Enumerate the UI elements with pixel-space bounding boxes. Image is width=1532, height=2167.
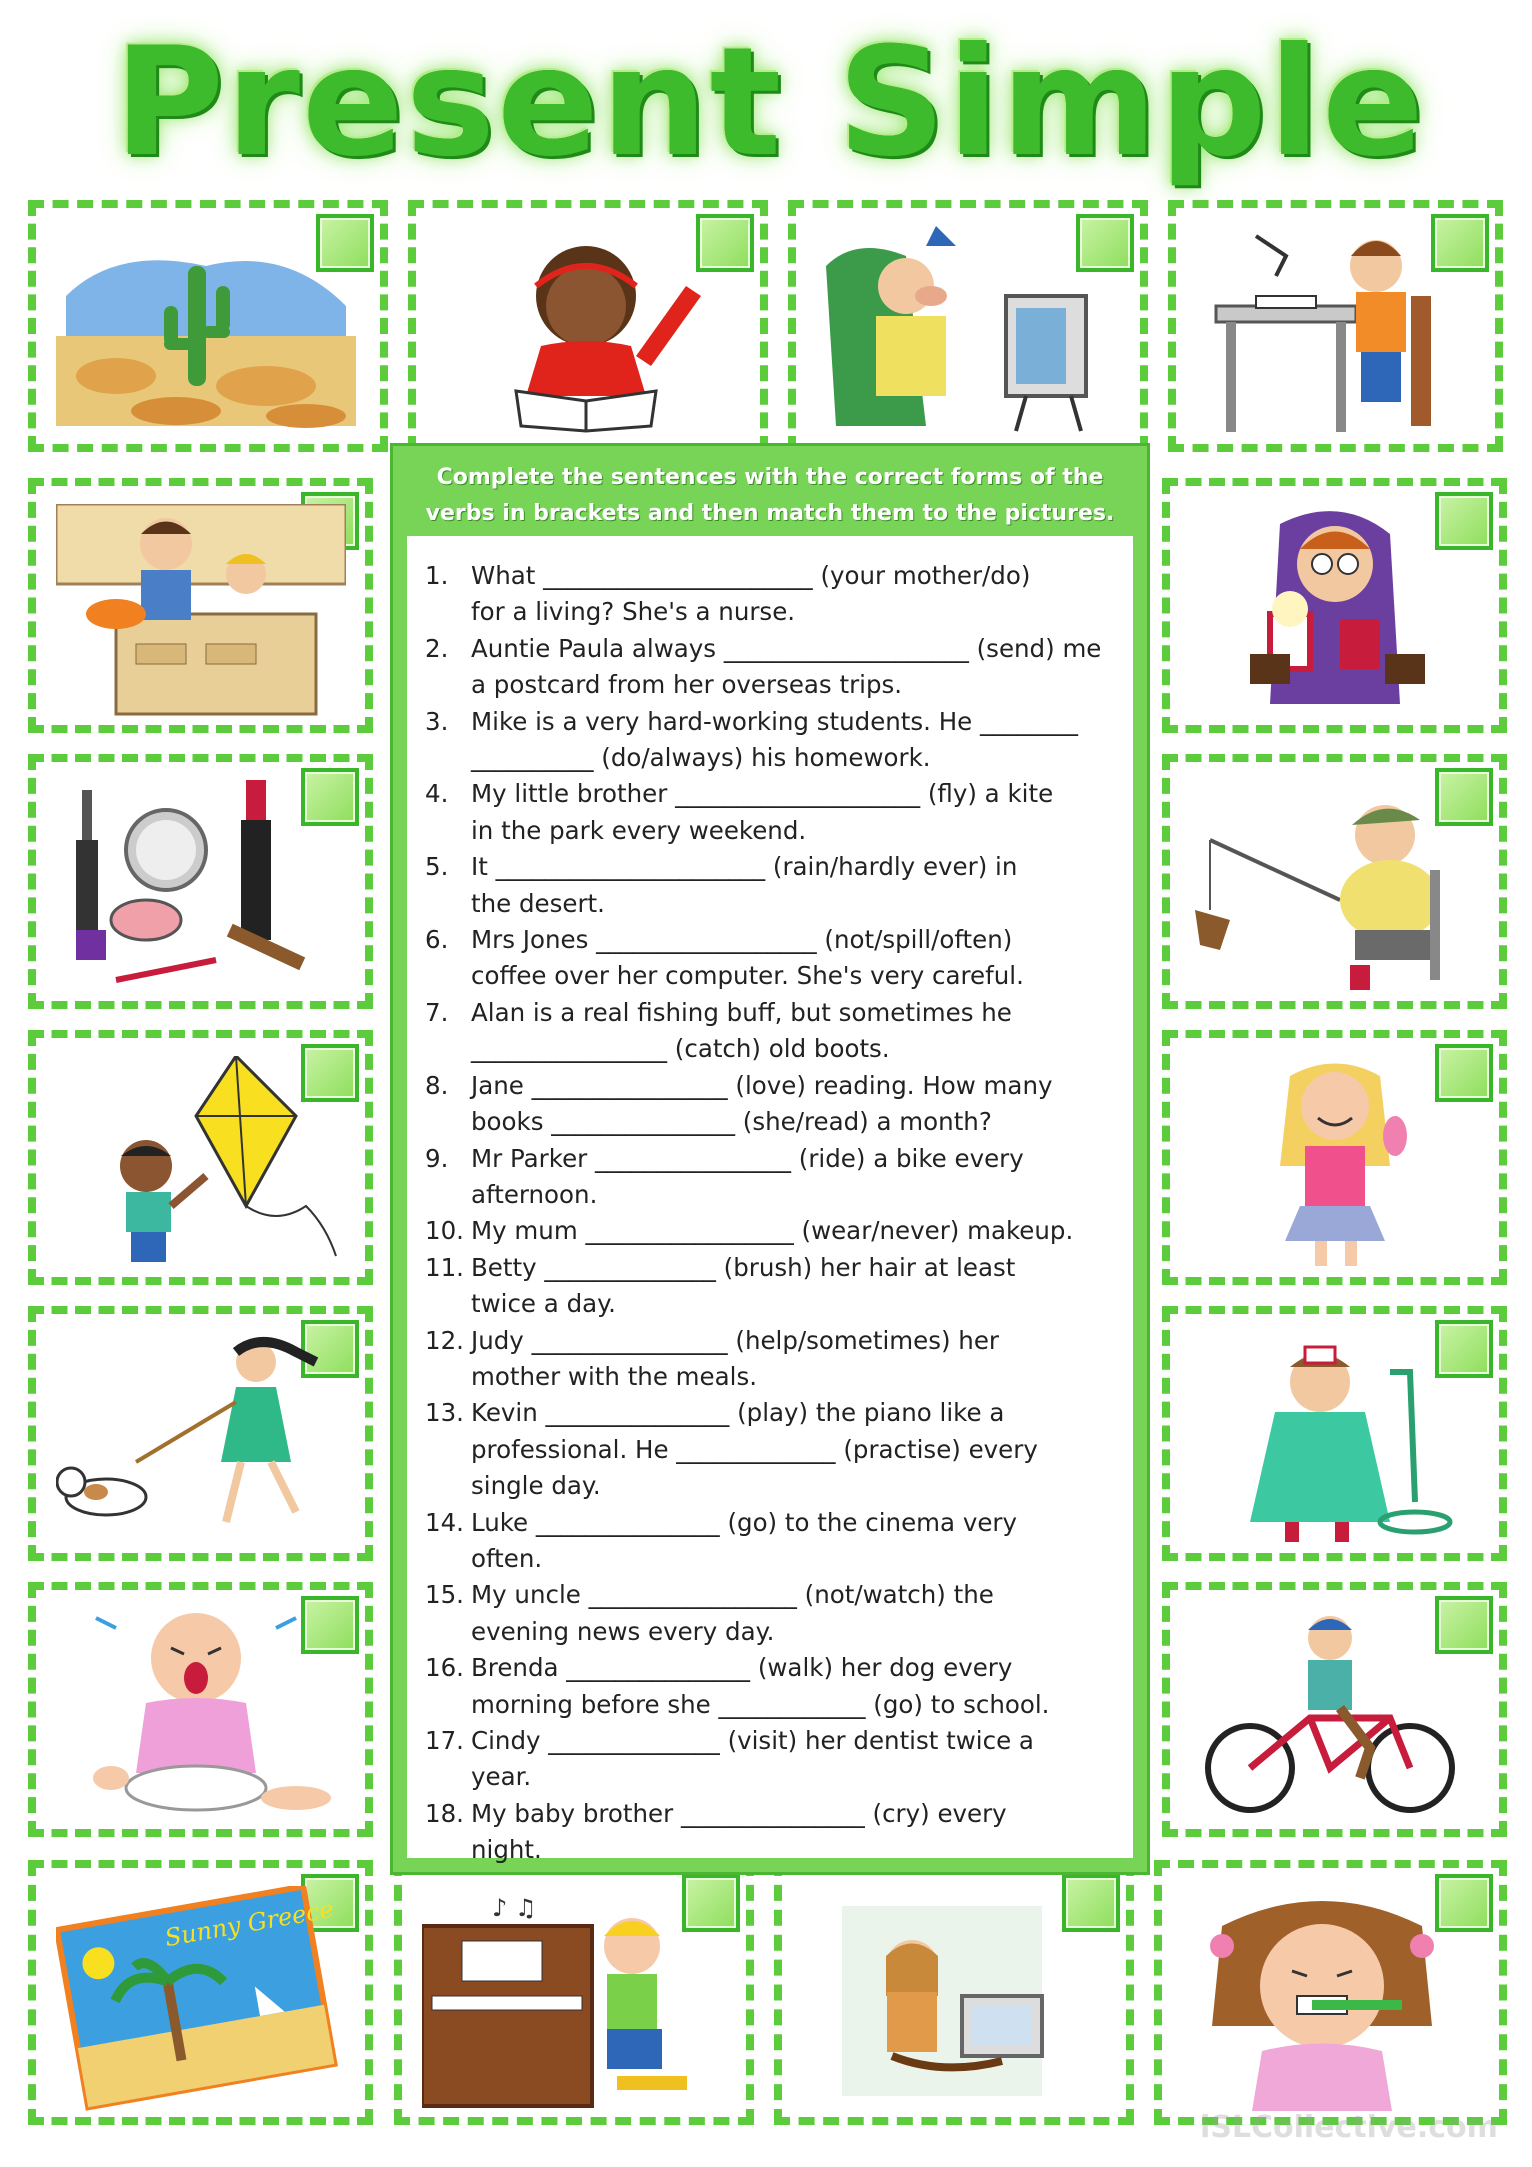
picture-cell-walking-dog bbox=[28, 1306, 373, 1561]
exercise-number: 7. bbox=[425, 997, 449, 1027]
man-riding-bike-icon bbox=[1190, 1608, 1480, 1823]
picture-cell-nurse bbox=[1162, 1306, 1507, 1561]
exercise-sentence: Jane ________________ (love) reading. How many books _______________ (she/read) a month? bbox=[471, 1070, 1053, 1137]
exercise-item bbox=[425, 1395, 1115, 1504]
exercise-sentence: Alan is a real fishing buff, but sometimes he ________________ (catch) old boots. bbox=[471, 997, 1012, 1064]
exercise-number: 16. bbox=[425, 1653, 464, 1683]
exercise-sentence: My mum _________________ (wear/never) makeup. bbox=[471, 1216, 1074, 1246]
picture-cell-fishing bbox=[1162, 754, 1507, 1009]
makeup-icon bbox=[56, 780, 346, 995]
exercise-number: 15. bbox=[425, 1580, 464, 1610]
exercise-item bbox=[425, 1723, 1115, 1796]
exercise-number: 18. bbox=[425, 1798, 464, 1828]
exercise-sentence: Mr Parker ________________ (ride) a bike every afternoon. bbox=[471, 1143, 1024, 1209]
exercise-sentence: Cindy ______________ (visit) her dentist twice a year. bbox=[471, 1726, 1034, 1792]
exercise-number: 13. bbox=[425, 1398, 464, 1428]
exercise-number: 1. bbox=[425, 561, 449, 590]
exercise-item bbox=[425, 1577, 1115, 1650]
exercise-number: 14. bbox=[425, 1507, 464, 1537]
girl-brushing-hair-icon bbox=[1190, 1056, 1480, 1271]
exercise-number: 17. bbox=[425, 1726, 464, 1755]
cooking-kitchen-icon bbox=[56, 504, 346, 719]
page-title: Present Simple bbox=[114, 16, 1426, 190]
exercise-sentence: My little brother ____________________ (fly) a kite in the park every weekend. bbox=[471, 779, 1054, 845]
exercise-sentence: What ______________________ (your mother/do) for a living? She's a nurse. bbox=[471, 561, 1031, 627]
exercise-number: 10. bbox=[425, 1216, 464, 1246]
exercise-number: 11. bbox=[425, 1252, 464, 1282]
picture-cell-makeup bbox=[28, 754, 373, 1009]
exercise-number: 5. bbox=[425, 852, 449, 882]
boy-at-cinema-icon bbox=[1190, 504, 1480, 719]
picture-cell-postcard bbox=[28, 1860, 373, 2125]
exercise-sentence: My baby brother _______________ (cry) every night. bbox=[471, 1798, 1007, 1865]
exercise-sentence: It ______________________ (rain/hardly ever) in the desert. bbox=[471, 852, 1018, 918]
exercise-number: 8. bbox=[425, 1070, 449, 1100]
exercise-item bbox=[425, 1796, 1115, 1869]
exercise-sentence: Brenda _______________ (walk) her dog every morning before she ____________ (go) to school. bbox=[471, 1653, 1050, 1719]
picture-cell-man-tv bbox=[788, 200, 1148, 452]
exercise-item bbox=[425, 1323, 1115, 1396]
picture-cell-boy-homework bbox=[1168, 200, 1503, 452]
exercise-item bbox=[425, 631, 1115, 704]
nurse-icon bbox=[1190, 1332, 1480, 1547]
picture-cell-desert bbox=[28, 200, 388, 452]
exercise-item bbox=[425, 558, 1115, 631]
picture-cell-bike bbox=[1162, 1582, 1507, 1837]
exercise-sentence: Judy ________________ (help/sometimes) her mother with the meals. bbox=[471, 1325, 999, 1391]
exercise-sentence: Auntie Paula always ____________________ (send) me a postcard from her overseas trips. bbox=[471, 633, 1102, 700]
exercise-sentence: Betty ______________ (brush) her hair at least twice a day. bbox=[471, 1252, 1016, 1319]
exercise-item bbox=[425, 1650, 1115, 1723]
exercise-sentence: Luke _______________ (go) to the cinema very often. bbox=[471, 1507, 1017, 1573]
girl-brushing-teeth-icon bbox=[1182, 1886, 1472, 2111]
picture-cell-coffee bbox=[774, 1860, 1134, 2125]
watermark: iSLCollective.com bbox=[1200, 2110, 1498, 2145]
picture-cell-cooking bbox=[28, 478, 373, 733]
exercise-item bbox=[425, 704, 1115, 777]
postcard-text: Sunny Greece bbox=[162, 1894, 336, 1953]
picture-cell-piano bbox=[394, 1860, 754, 2125]
exercise-sentence: Kevin _______________ (play) the piano like a professional. He _____________ (practise) every single day. bbox=[471, 1398, 1038, 1501]
picture-cell-brushing-hair bbox=[1162, 1030, 1507, 1285]
exercise-item bbox=[425, 922, 1115, 995]
exercise-sentence: My uncle _________________ (not/watch) the evening news every day. bbox=[471, 1580, 994, 1646]
exercise-list bbox=[407, 536, 1133, 1865]
exercise-panel bbox=[390, 443, 1150, 1875]
exercise-item bbox=[425, 849, 1115, 922]
svg-text:♪ ♫: ♪ ♫ bbox=[492, 1894, 537, 1922]
boy-doing-homework-icon bbox=[1196, 226, 1476, 436]
exercise-item bbox=[425, 1505, 1115, 1578]
exercise-sentence: Mike is a very hard-working students. He ________ __________ (do/always) his homework. bbox=[471, 706, 1079, 773]
exercise-item bbox=[425, 1068, 1115, 1141]
picture-cell-kite bbox=[28, 1030, 373, 1285]
instructions-text: Complete the sentences with the correct forms of the verbs in brackets and then match them to the pictures. bbox=[425, 465, 1115, 526]
exercise-item bbox=[425, 776, 1115, 849]
exercise-item bbox=[425, 1250, 1115, 1323]
exercise-number: 6. bbox=[425, 925, 449, 955]
desert-cactus-icon bbox=[56, 226, 356, 436]
exercise-number: 9. bbox=[425, 1143, 449, 1173]
woman-spilling-coffee-icon bbox=[802, 1886, 1102, 2111]
exercise-item bbox=[425, 1213, 1115, 1249]
picture-cell-cinema bbox=[1162, 478, 1507, 733]
postcard-greece-icon bbox=[56, 1886, 346, 2111]
exercise-number: 3. bbox=[425, 706, 449, 736]
boy-playing-piano-icon bbox=[422, 1886, 722, 2111]
exercise-number: 4. bbox=[425, 779, 449, 809]
exercise-number: 2. bbox=[425, 633, 449, 663]
exercise-item bbox=[425, 995, 1115, 1068]
exercise-number: 12. bbox=[425, 1325, 464, 1355]
girl-walking-dog-icon bbox=[56, 1332, 346, 1547]
picture-cell-baby bbox=[28, 1582, 373, 1837]
baby-crying-icon bbox=[56, 1608, 346, 1823]
man-watching-tv-icon bbox=[816, 226, 1116, 436]
exercise-item bbox=[425, 1141, 1115, 1214]
picture-cell-teeth bbox=[1154, 1860, 1507, 2125]
exercise-sentence: Mrs Jones __________________ (not/spill/often) coffee over her computer. She's very careful. bbox=[471, 925, 1024, 991]
boy-flying-kite-icon bbox=[56, 1056, 346, 1271]
picture-cell-girl-reading bbox=[408, 200, 768, 452]
girl-reading-icon bbox=[436, 226, 736, 436]
man-fishing-icon bbox=[1190, 780, 1480, 995]
